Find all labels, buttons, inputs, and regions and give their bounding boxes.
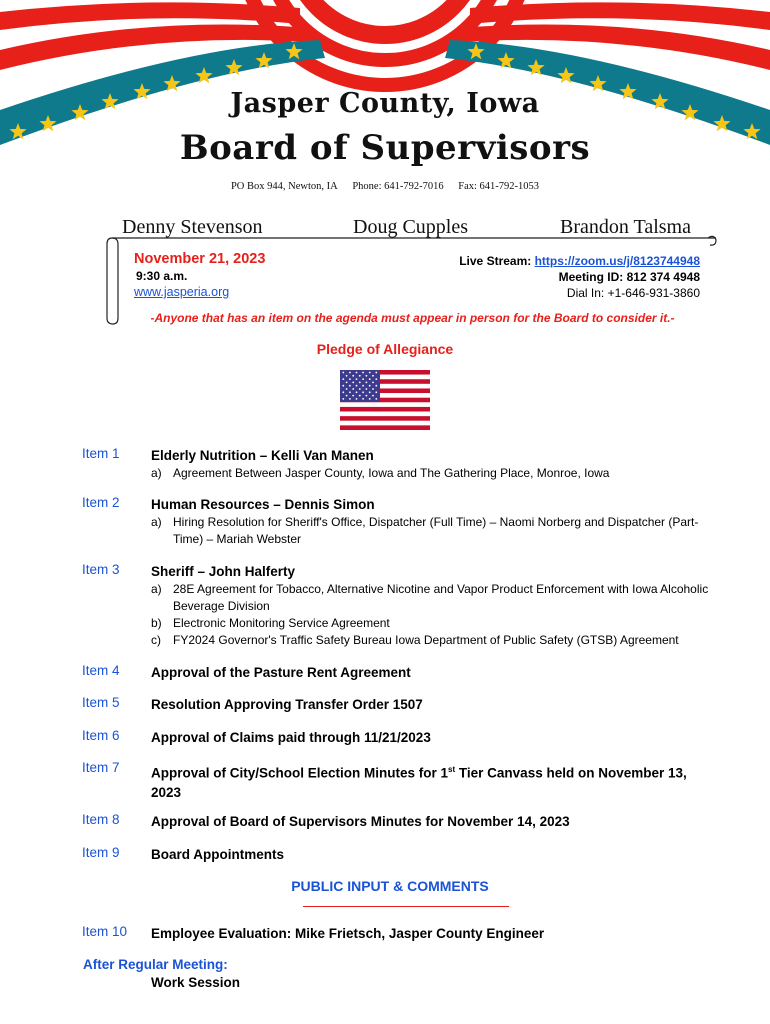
flag-star [369, 378, 371, 380]
supervisor-name: Brandon Talsma [560, 216, 691, 238]
flag-star [349, 398, 351, 400]
fax-number: Fax: 641-792-1053 [458, 181, 540, 192]
supervisor-name: Denny Stevenson [122, 216, 263, 238]
flag-stripe [340, 407, 430, 412]
flag-star [346, 395, 348, 397]
item-title: Approval of Claims paid through 11/21/2023 [151, 730, 431, 745]
item-title: Elderly Nutrition – Kelli Van Manen [151, 448, 374, 463]
flag-star [356, 372, 358, 374]
supervisor-name: Doug Cupples [353, 216, 468, 238]
flag-star [372, 375, 374, 377]
board-title: Board of Supervisors [179, 128, 591, 168]
in-person-notice: -Anyone that has an item on the agenda must appear in person for the Board to consider it.- [150, 311, 675, 325]
divider [303, 906, 509, 907]
flag-star [366, 388, 368, 390]
flag-star [342, 398, 344, 400]
item-number: Item 9 [82, 845, 120, 860]
flag-star [356, 378, 358, 380]
flag-star [342, 372, 344, 374]
item-number: Item 4 [82, 663, 120, 678]
item-number: Item 1 [82, 446, 120, 461]
flag-star [366, 375, 368, 377]
flag-star [359, 395, 361, 397]
flag-star [362, 391, 364, 393]
po-box: PO Box 944, Newton, IA [230, 181, 338, 192]
flag-star [356, 391, 358, 393]
flag-star [366, 395, 368, 397]
flag-star [369, 391, 371, 393]
item-number: Item 6 [82, 728, 120, 743]
flag-star [372, 395, 374, 397]
meeting-date: November 21, 2023 [134, 251, 266, 267]
item-title: Board Appointments [151, 847, 284, 862]
flag-stripe [340, 416, 430, 421]
banner-stripe [290, 0, 480, 35]
flag-star [356, 385, 358, 387]
flag-star [349, 372, 351, 374]
item-number: Item 7 [82, 760, 120, 775]
contact-line [0, 181, 770, 192]
flag-star [366, 382, 368, 384]
live-stream-label: Live Stream: [459, 254, 535, 268]
flag-star [342, 378, 344, 380]
item-number: Item 2 [82, 495, 120, 510]
flag-star [342, 391, 344, 393]
sub-item: a) Hiring Resolution for Sheriff's Office, Dispatcher (Full Time) – Naomi Norberg and Dispatcher (Part-Time) – Mariah Webster [151, 515, 699, 546]
flag-star [359, 375, 361, 377]
flag-star [362, 378, 364, 380]
flag-star [352, 395, 354, 397]
item-title: Approval of the Pasture Rent Agreement [151, 665, 411, 680]
pledge-heading: Pledge of Allegiance [316, 341, 454, 357]
work-session: Work Session [151, 975, 241, 990]
meeting-time: 9:30 a.m. [136, 269, 188, 283]
item-number: Item 8 [82, 812, 120, 827]
flag-star [375, 385, 377, 387]
flag-star [372, 382, 374, 384]
item-title: Approval of City/School Election Minutes for 1st Tier Canvass held on November 13, 2023 [151, 765, 687, 800]
flag-star [362, 385, 364, 387]
item-title: Human Resources – Dennis Simon [151, 497, 375, 512]
flag-star [356, 398, 358, 400]
phone-number: Phone: 641-792-7016 [352, 181, 444, 192]
county-title: Jasper County, Iowa [230, 88, 540, 119]
flag-star [372, 388, 374, 390]
item-title: Approval of Board of Supervisors Minutes for November 14, 2023 [151, 814, 570, 829]
sub-item: c) FY2024 Governor's Traffic Safety Bureau Iowa Department of Public Safety (GTSB) Agreement [151, 633, 679, 647]
flag-star [352, 375, 354, 377]
after-meeting-label: After Regular Meeting: [83, 957, 228, 972]
sub-item: a) 28E Agreement for Tobacco, Alternative Nicotine and Vapor Product Enforcement with Iowa Alcoholic Beverage Division [151, 582, 709, 613]
flag-star [352, 388, 354, 390]
flag-star [349, 385, 351, 387]
zoom-link[interactable]: https://zoom.us/j/8123744948 [534, 254, 700, 268]
flag-stripe [340, 402, 430, 407]
flag-star [359, 382, 361, 384]
item-title: Sheriff – John Halferty [151, 564, 296, 579]
meeting-id: Meeting ID: 812 374 4948 [558, 270, 700, 284]
item-title: Resolution Approving Transfer Order 1507 [151, 697, 423, 712]
flag-star [349, 391, 351, 393]
us-flag-icon [340, 370, 430, 430]
flag-stripe [340, 425, 430, 430]
flag-star [346, 375, 348, 377]
item-number: Item 10 [82, 924, 128, 939]
flag-stripe [340, 412, 430, 417]
flag-star [359, 388, 361, 390]
flag-star [375, 378, 377, 380]
flag-star [375, 372, 377, 374]
flag-star [369, 372, 371, 374]
sub-item: b) Electronic Monitoring Service Agreement [151, 616, 390, 630]
flag-star [369, 385, 371, 387]
item-title: Employee Evaluation: Mike Frietsch, Jasper County Engineer [151, 926, 545, 941]
flag-stripe [340, 421, 430, 426]
flag-star [342, 385, 344, 387]
flag-star [346, 388, 348, 390]
flag-star [375, 398, 377, 400]
flag-star [362, 372, 364, 374]
dial-in: Dial In: +1-646-931-3860 [566, 286, 700, 300]
website-link[interactable]: www.jasperia.org [134, 285, 230, 299]
public-input-heading: PUBLIC INPUT & COMMENTS [291, 878, 489, 894]
sub-item: a) Agreement Between Jasper County, Iowa and The Gathering Place, Monroe, Iowa [151, 466, 610, 480]
flag-star [346, 382, 348, 384]
flag-star [349, 378, 351, 380]
item-number: Item 3 [82, 562, 120, 577]
flag-star [362, 398, 364, 400]
live-stream-info [459, 253, 700, 301]
flag-star [369, 398, 371, 400]
flag-star [375, 391, 377, 393]
item-number: Item 5 [82, 695, 120, 710]
flag-star [352, 382, 354, 384]
